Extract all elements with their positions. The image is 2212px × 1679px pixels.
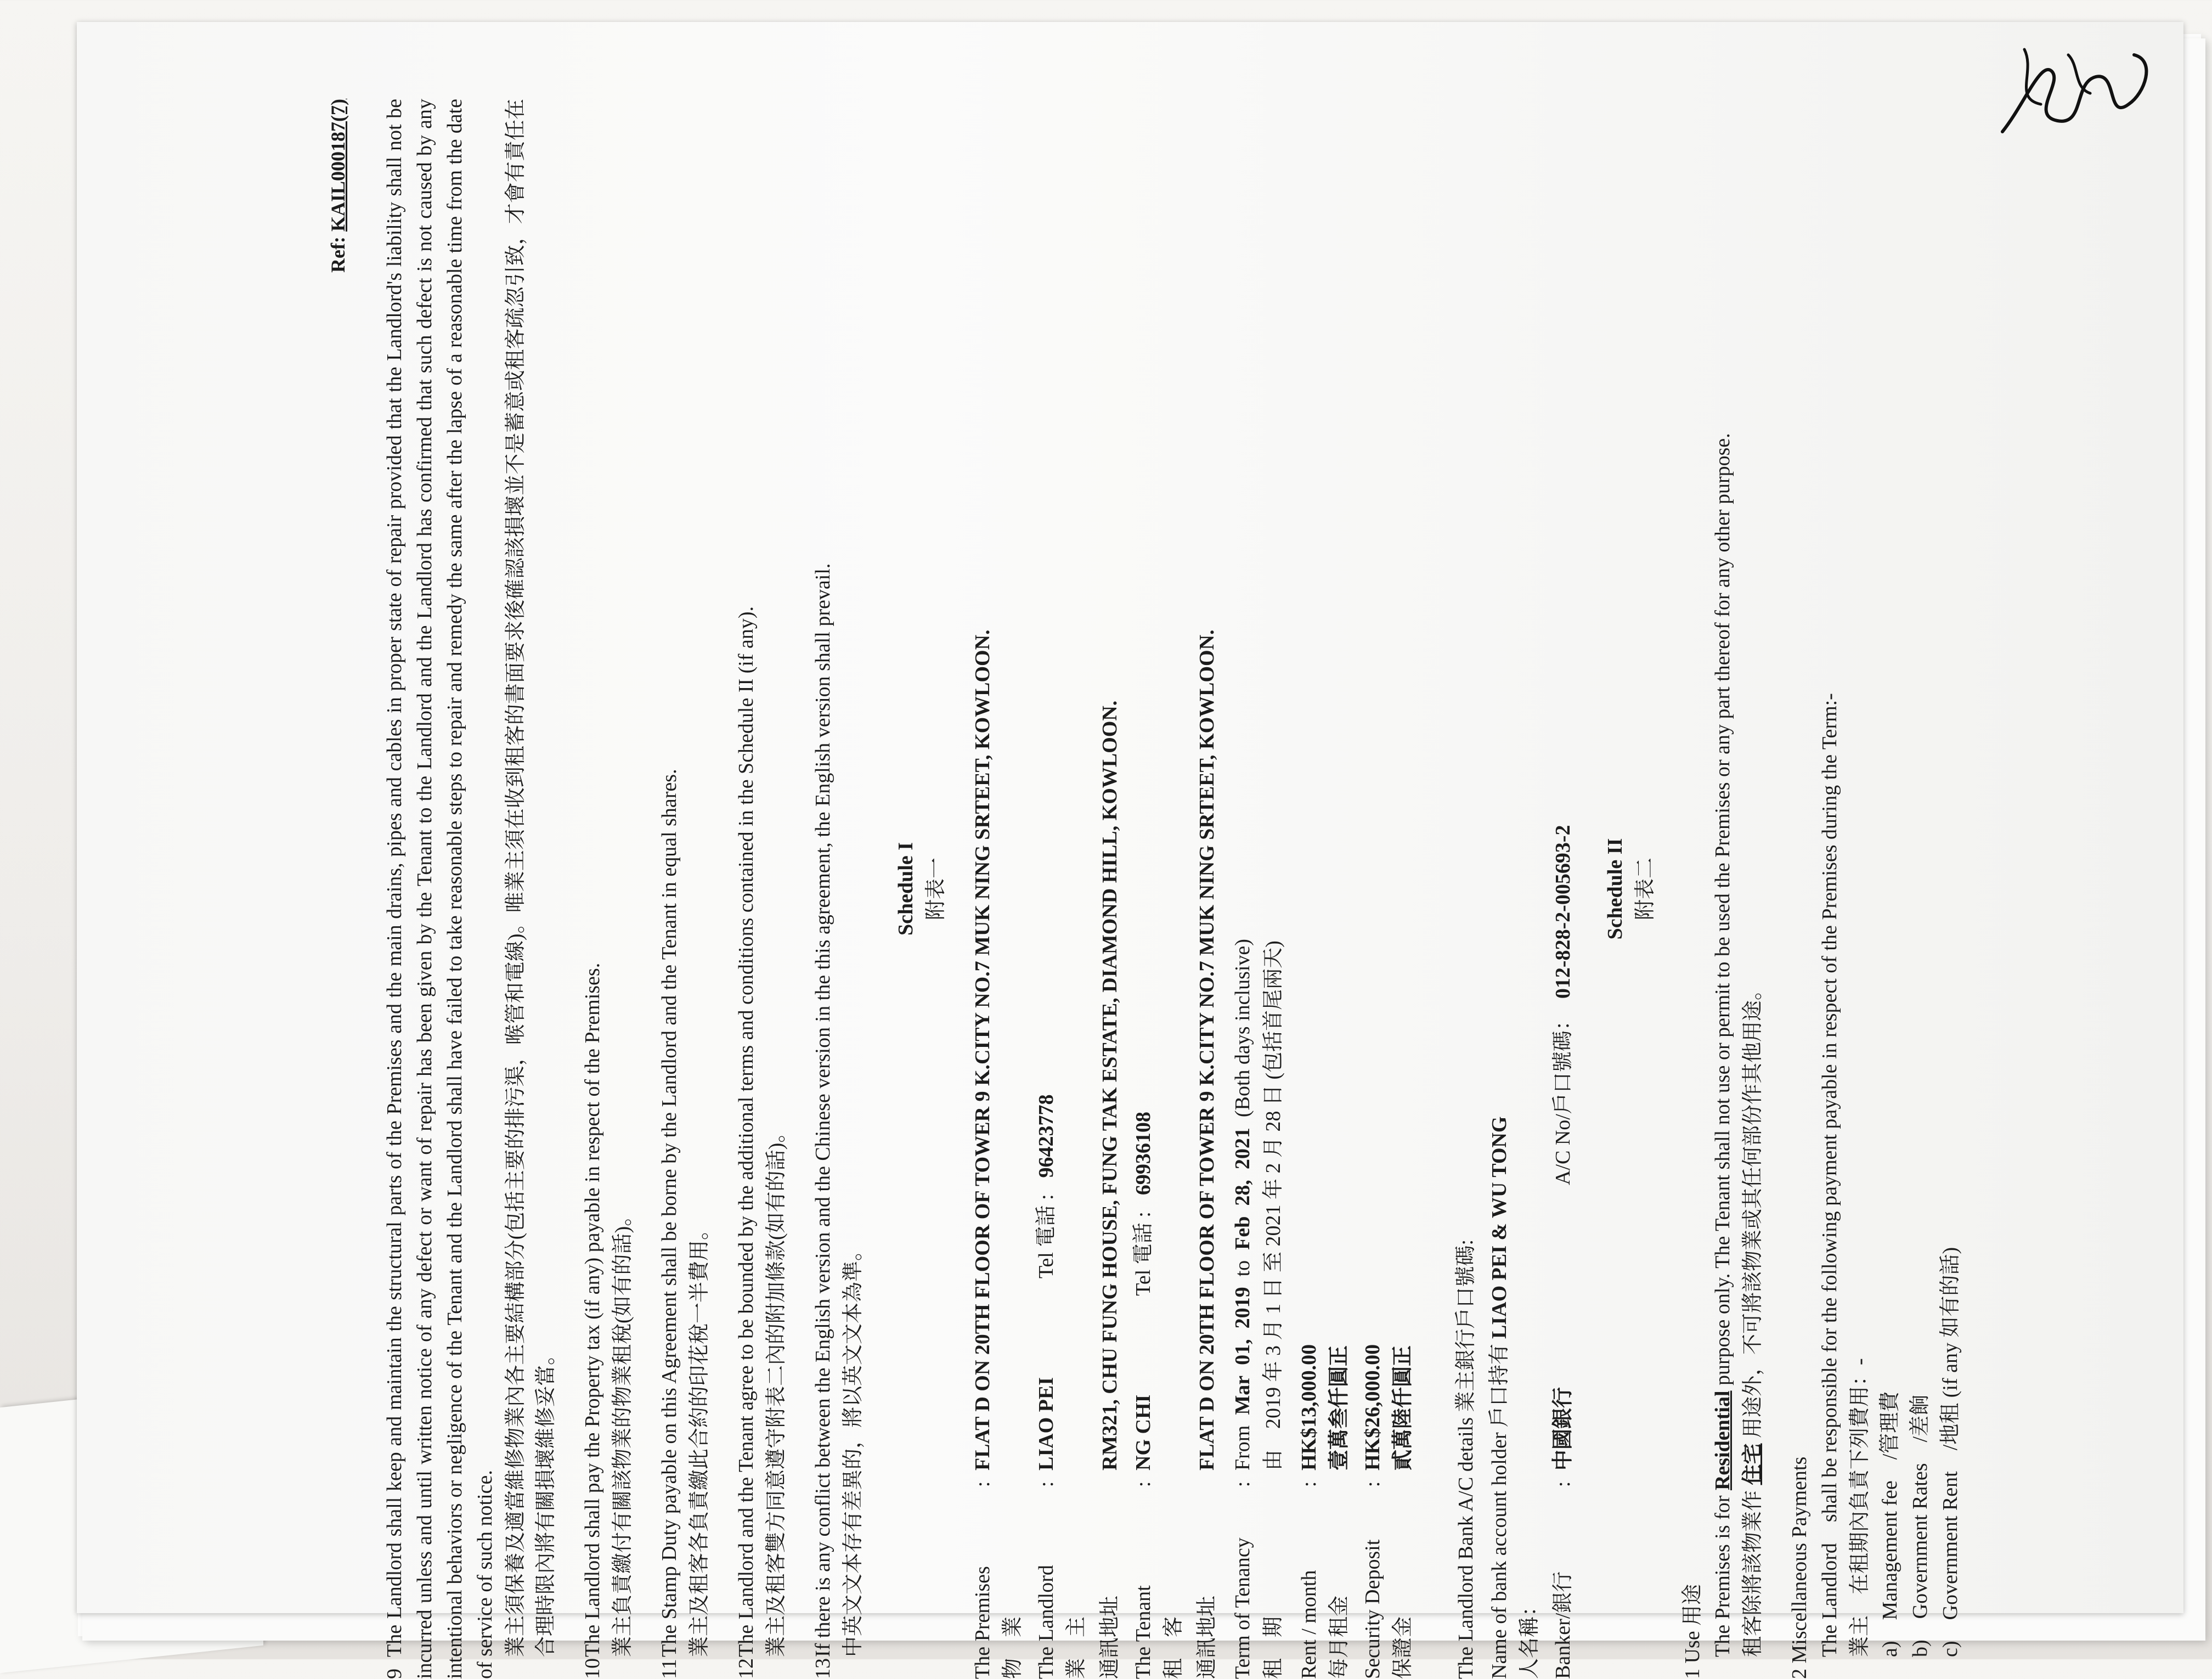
premises-row xyxy=(968,99,1028,1679)
term-label-en: Term of Tenancy xyxy=(1231,1537,1255,1679)
deposit-value: HK$26,000.00 xyxy=(1361,1344,1384,1470)
term-value xyxy=(1228,939,1288,1470)
premises-value: FLAT D ON 20TH FLOOR OF TOWER 9 K.CITY NO.7 MUK NING SRTEET, KOWLOON. xyxy=(970,629,994,1470)
term-from-year: 2019 xyxy=(1231,1287,1255,1329)
misc-text-zh: 業主 在租期內負責下列費用：- xyxy=(1848,1358,1872,1657)
schedule-title-zh: 附表一 xyxy=(924,858,947,921)
landlord-address: RM321, CHU FUNG HOUSE, FUNG TAK ESTATE, DIAMOND HILL, KOWLOON. xyxy=(1098,700,1122,1470)
term-from: From xyxy=(1231,1425,1255,1470)
misc-item: c) Government Rent /地租 (if any 如有的話) xyxy=(1939,1247,1962,1657)
ref-label: Ref: xyxy=(327,236,349,273)
tel-label-zh: 電話 xyxy=(1132,1222,1155,1265)
bank-details xyxy=(1451,99,1578,1679)
term-to-year: 2021 xyxy=(1231,1128,1255,1170)
schedule-1-heading xyxy=(891,99,951,1679)
landlord-address-row xyxy=(1095,99,1125,1679)
landlord-address-label: 通訊地址 xyxy=(1098,1595,1122,1679)
clause-text-zh: 業主負責繳付有關該物業的物業租稅(如有的話)。 xyxy=(611,1205,634,1657)
clause-12 xyxy=(731,99,792,1679)
tenant-row xyxy=(1128,99,1189,1679)
landlord-label-zh: 業 主 xyxy=(1064,1616,1088,1679)
colon: : xyxy=(1034,1481,1058,1488)
landlord-name: LIAO PEI xyxy=(1034,1377,1058,1470)
premises-label-en: The Premises xyxy=(970,1566,994,1679)
deposit-value-wrap xyxy=(1358,1344,1418,1470)
clause-number: 13 xyxy=(811,1658,835,1679)
bank-holder: LIAO PEI & WU TONG xyxy=(1488,1116,1511,1339)
clause-9 xyxy=(380,99,561,1679)
rent-row xyxy=(1294,99,1355,1679)
clause-text-zh: 業主及租客各負責繳此合約的印花稅一半費用。 xyxy=(688,1219,712,1657)
banker-label: Banker/銀行 xyxy=(1551,1571,1575,1679)
tenant-address: FLAT D ON 20TH FLOOR OF TOWER 9 K.CITY NO.7 MUK NING SRTEET, KOWLOON. xyxy=(1195,629,1219,1470)
term-to-month: Feb xyxy=(1231,1216,1255,1250)
misc-item: a) Management fee /管理費 xyxy=(1878,1391,1902,1657)
tenant-tel: 69936108 xyxy=(1132,1112,1155,1196)
tenant-name: NG CHI xyxy=(1132,1394,1155,1470)
use-text-b: purpose only. The Tenant shall not use or permit to be used the Premises or any part thereof for any other purpose. xyxy=(1711,433,1734,1385)
tenant-tel-label: Tel 電話 : xyxy=(1132,1212,1155,1296)
term-label-zh: 租 期 xyxy=(1261,1616,1285,1679)
deposit-label-en: Security Deposit xyxy=(1361,1539,1384,1679)
schedule-title-zh: 附表二 xyxy=(1634,858,1657,921)
landlord-label-en: The Landlord xyxy=(1034,1565,1058,1679)
colon: : xyxy=(1361,1481,1384,1488)
clause-text-zh: 業主及租客雙方同意遵守附表二內的附加條款(如有的話)。 xyxy=(765,1122,788,1657)
premises-label-zh: 物 業 xyxy=(1001,1616,1024,1679)
bank-banker-row xyxy=(1548,99,1578,1679)
clause-11 xyxy=(654,99,715,1679)
bank-holder-label: Name of bank account holder 戶口持有人名稱： xyxy=(1488,1344,1542,1679)
use-text-a: The Premises is for xyxy=(1711,1495,1734,1657)
tenant-label xyxy=(1128,1498,1189,1679)
account-number: 012-828-2-005693-2 xyxy=(1551,825,1575,999)
clause-text-en: The Landlord shall keep and maintain the structural parts of the Premises and the main drains, pipes and cables in proper state of repair provided that the Landlord's liability shall not be incurred unless and until written notice of any defect or want of repair has been given by the Tenant to the Landlord and the Landlord has confirmed that such defect is not caused by any intentional behaviors or negligence of the Tenant and the Landlord shall have failed to take reasonable steps to repair and remedy the same after the lapse of a reasonable time from the date of service of such notice. xyxy=(383,99,497,1679)
account-number-label: A/C No/戶口號碼： xyxy=(1551,1010,1575,1185)
deposit-value-zh: 貳萬陸仟圓正 xyxy=(1391,1345,1414,1470)
clause-text-zh: 中英文文本存有差異的，將以英文文本為準。 xyxy=(842,1239,865,1657)
clause-text-en: If there is any conflict between the English version and the Chinese version in the this agreement, the English version shall prevail. xyxy=(811,563,835,1657)
clause-text-en: The Landlord and the Tenant agree to be bounded by the additional terms and conditions contained in the Schedule II (if any). xyxy=(735,606,758,1657)
use-zh-b: 用途外，不可將該物業或其任何部份作其他用途。 xyxy=(1741,979,1764,1438)
tel-label-en: Tel xyxy=(1132,1269,1155,1296)
colon: : xyxy=(1231,1481,1255,1488)
colon: : xyxy=(970,1481,994,1488)
document-page xyxy=(77,22,2183,1679)
use-text-zh xyxy=(1738,99,1768,1679)
tenant-label-en: The Tenant xyxy=(1132,1585,1155,1679)
tenant-address-label: 通訊地址 xyxy=(1195,1595,1219,1679)
rent-label-en: Rent / month xyxy=(1297,1570,1321,1679)
use-purpose: Residential xyxy=(1711,1390,1734,1491)
clause-13 xyxy=(808,99,868,1679)
rent-value-wrap xyxy=(1294,1344,1355,1470)
rent-label-zh: 每月租金 xyxy=(1327,1595,1351,1679)
misc-item: b) Government Rates /差餉 xyxy=(1909,1394,1932,1657)
clause-text-en: The Stamp Duty payable on this Agreement shall be borne by the Landlord and the Tenant in equal shares. xyxy=(657,769,681,1657)
banker-name: 中國銀行 xyxy=(1551,1387,1575,1470)
landlord-row xyxy=(1031,99,1092,1679)
deposit-label xyxy=(1358,1498,1418,1679)
ref-code: KAIL000187(7) xyxy=(327,99,349,232)
clause-number: 12 xyxy=(735,1658,758,1679)
term-from-month: Mar xyxy=(1231,1375,1255,1415)
term-note: (Both days inclusive) xyxy=(1231,939,1255,1118)
deposit-label-zh: 保證金 xyxy=(1391,1616,1414,1679)
clause-text-zh: 業主須保養及適當維修物業內各主要結構部分(包括主要的排污渠，喉管和電線)。唯業主須在收到租客的書面要求後確認該損壞並不是蓄意或租客疏忽引致，才會有責任在合理時限內將有關損壞維修妥當。 xyxy=(504,99,557,1657)
bank-heading: The Landlord Bank A/C details 業主銀行戶口號碼: xyxy=(1454,1239,1477,1679)
landlord-tel: 96423778 xyxy=(1034,1094,1058,1178)
rent-value: HK$13,000.00 xyxy=(1297,1344,1321,1470)
clause-number: 11 xyxy=(657,1659,681,1679)
landlord-tel-label: Tel 電話 : xyxy=(1034,1194,1058,1279)
tenant-address-row xyxy=(1192,99,1222,1679)
misc-clause xyxy=(1785,99,1966,1679)
colon: : xyxy=(1132,1481,1155,1488)
schedule-title: Schedule I xyxy=(894,842,917,936)
reference-number xyxy=(324,99,352,1679)
misc-text-en: The Landlord shall be responsible for the following payment payable in respect of the Premises during the Term:- xyxy=(1818,693,1841,1657)
term-to: to xyxy=(1231,1260,1255,1277)
term-from-day: 01, xyxy=(1231,1339,1255,1365)
misc-heading: 2 Miscellaneous Payments xyxy=(1787,1456,1811,1679)
use-heading: 1 Use 用途 xyxy=(1680,1584,1704,1679)
clause-number: 9 xyxy=(383,1669,407,1679)
schedule-title: Schedule II xyxy=(1604,838,1627,940)
clause-text-en: The Landlord shall pay the Property tax (if any) payable in respect of the Premises. xyxy=(580,962,604,1657)
schedule-2-heading xyxy=(1600,99,1661,1679)
term-label xyxy=(1228,1498,1288,1679)
tel-label-en: Tel xyxy=(1034,1252,1058,1279)
tenant-label-zh: 租 客 xyxy=(1162,1616,1186,1679)
landlord-label xyxy=(1031,1498,1092,1679)
term-to-day: 28, xyxy=(1231,1180,1255,1206)
tel-label-zh: 電話 xyxy=(1034,1205,1058,1247)
rent-label xyxy=(1294,1498,1355,1679)
clause-10 xyxy=(578,99,638,1679)
colon: : xyxy=(1297,1481,1321,1488)
use-purpose-zh: 住宅 xyxy=(1741,1443,1764,1485)
use-clause xyxy=(1678,99,1768,1679)
colon: : xyxy=(1551,1481,1575,1488)
term-row xyxy=(1226,99,1290,1679)
document-content xyxy=(324,99,2212,1679)
use-zh-a: 租客除將該物業作 xyxy=(1741,1490,1764,1657)
premises-label xyxy=(968,1498,1028,1679)
deposit-row xyxy=(1358,99,1418,1679)
term-zh: 由 2019 年 3 月 1 日 至 2021 年 2 月 28 日 (包括首尾兩天) xyxy=(1261,940,1285,1470)
clause-number: 10 xyxy=(580,1658,604,1679)
bank-holder-row xyxy=(1485,99,1545,1679)
rent-value-zh: 壹萬叁仟圓正 xyxy=(1327,1345,1351,1470)
use-text-en xyxy=(1708,99,1738,1679)
